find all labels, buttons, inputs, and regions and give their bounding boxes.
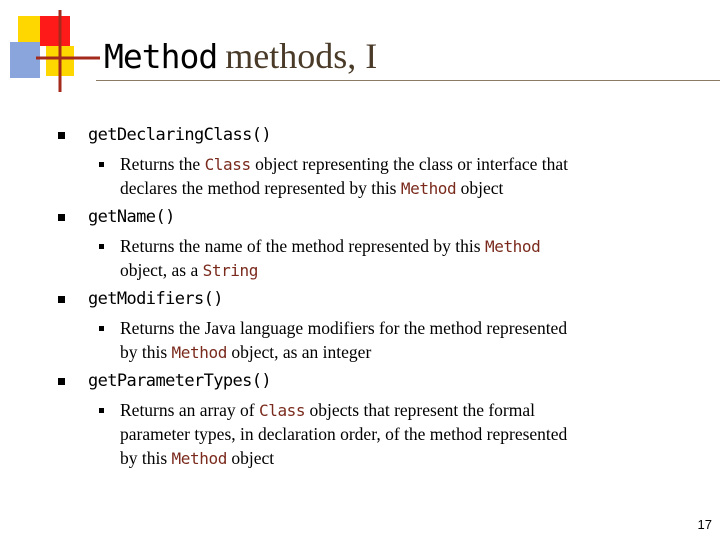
bullet-icon [58, 214, 65, 221]
inline-code: Method [171, 343, 227, 362]
method-description-line: Returns an array of Class objects that represent the formal [120, 400, 535, 420]
inline-code: String [202, 261, 259, 280]
title-code: Method [104, 37, 218, 76]
method-description-line: parameter types, in declaration order, of the method represented [120, 424, 568, 444]
method-description-line: Returns the Class object representing the class or interface that [120, 154, 569, 174]
sub-bullet-icon [99, 408, 104, 413]
method-name: getDeclaringClass() [88, 125, 272, 145]
method-description-line: by this Method object [120, 448, 275, 468]
method-description-line: Returns the Java language modifiers for the method represented [120, 318, 568, 338]
method-description-line: by this Method object, as an integer [120, 342, 372, 362]
inline-code: Method [171, 449, 227, 468]
bullet-icon [58, 296, 65, 303]
bullet-icon [58, 132, 65, 139]
inline-code: Class [258, 401, 306, 420]
inline-code: Method [400, 179, 457, 198]
method-name: getName() [88, 207, 175, 227]
method-description-line: declares the method represented by this Method object [120, 178, 504, 198]
inline-code: Method [484, 237, 541, 256]
method-name: getModifiers() [88, 289, 223, 309]
title-text: methods, I [225, 36, 378, 76]
bullet-icon [58, 378, 65, 385]
inline-code: Class [204, 155, 251, 174]
method-name: getParameterTypes() [88, 371, 272, 391]
sub-bullet-icon [99, 326, 104, 331]
page-number: 17 [697, 517, 712, 532]
sub-bullet-icon [99, 244, 104, 249]
method-description-line: object, as a String [120, 260, 259, 280]
sub-bullet-icon [99, 162, 104, 167]
method-description-line: Returns the name of the method represented by this Method [120, 236, 541, 256]
